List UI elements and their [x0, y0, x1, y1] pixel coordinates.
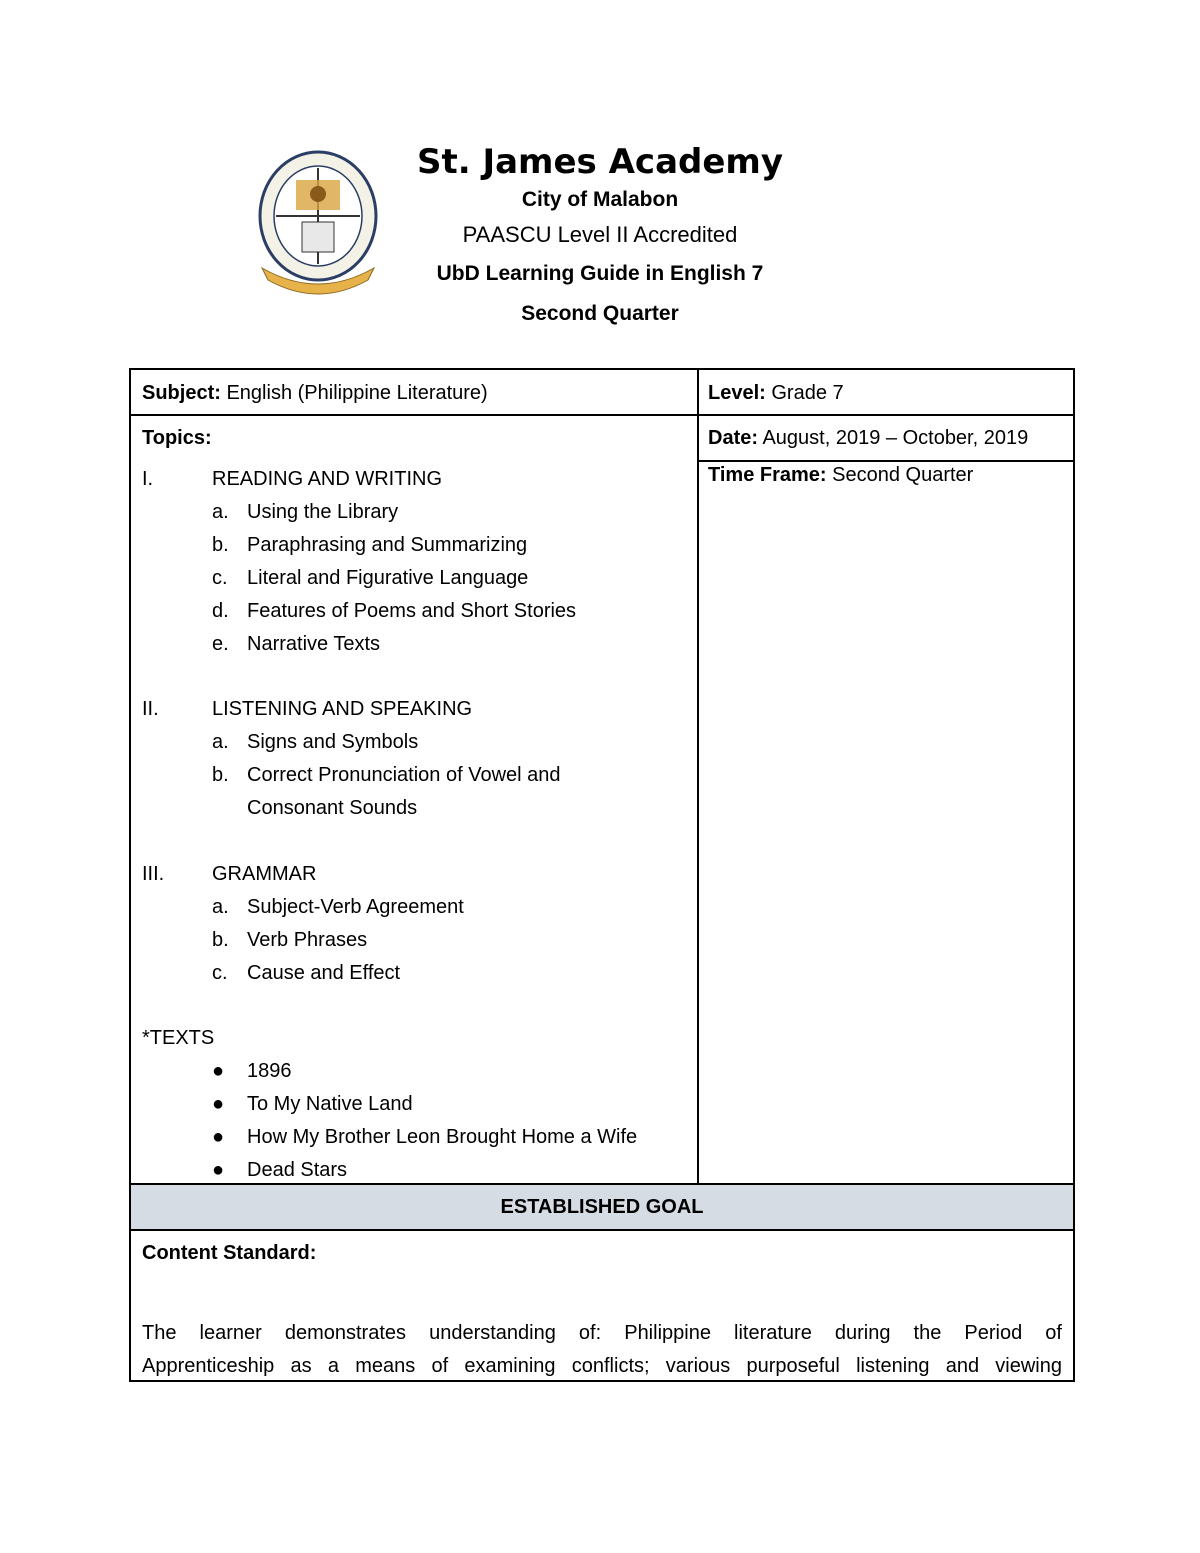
texts-label: *TEXTS — [142, 1027, 215, 1049]
level-cell — [708, 382, 844, 405]
topic-number: II. — [142, 698, 159, 720]
accreditation: PAASCU Level II Accredited — [462, 222, 738, 247]
list-marker: e. — [212, 633, 229, 655]
list-marker: b. — [212, 929, 229, 951]
school-city: City of Malabon — [521, 188, 679, 211]
subject-cell — [142, 382, 488, 405]
list-item-text: Subject-Verb Agreement — [247, 896, 464, 918]
list-item-text: Consonant Sounds — [247, 797, 418, 819]
list-item-text: Verb Phrases — [247, 929, 368, 951]
level-value: Grade 7 — [771, 382, 844, 404]
bullet-icon: ● — [212, 1060, 225, 1082]
timeframe-value: Second Quarter — [832, 464, 974, 486]
list-item — [212, 1126, 637, 1149]
list-marker: a. — [212, 896, 229, 918]
list-item-text: Features of Poems and Short Stories — [247, 600, 577, 622]
list-item-text: Narrative Texts — [247, 633, 381, 655]
topic-title: LISTENING AND SPEAKING — [212, 698, 473, 720]
list-item — [212, 731, 418, 754]
row-divider — [131, 414, 1073, 416]
list-item — [212, 1093, 413, 1116]
list-marker: a. — [212, 731, 229, 753]
list-item — [212, 797, 417, 820]
level-label: Level: — [708, 382, 766, 404]
established-goal-header: ESTABLISHED GOAL — [131, 1185, 1073, 1229]
list-marker: a. — [212, 501, 229, 523]
list-item-text: Using the Library — [247, 501, 399, 523]
list-item — [212, 962, 400, 985]
list-item — [212, 764, 561, 787]
list-marker: c. — [212, 962, 228, 984]
list-item-text: Correct Pronunciation of Vowel and — [247, 764, 561, 786]
list-item — [212, 633, 380, 656]
list-item-text: Literal and Figurative Language — [247, 567, 529, 589]
list-item — [212, 929, 367, 952]
list-item — [212, 567, 528, 590]
date-cell — [708, 427, 1028, 450]
list-item — [212, 501, 398, 524]
subject-label: Subject: — [142, 382, 221, 404]
content-standard-label: Content Standard: — [142, 1242, 317, 1264]
list-item-text: 1896 — [247, 1060, 292, 1082]
list-item — [212, 1060, 292, 1083]
learning-guide-table — [129, 368, 1075, 1382]
guide-title: UbD Learning Guide in English 7 — [436, 262, 764, 285]
topics-label: Topics: — [142, 427, 212, 449]
list-marker: d. — [212, 600, 229, 622]
timeframe-cell — [708, 464, 973, 487]
list-item-text: How My Brother Leon Brought Home a Wife — [247, 1126, 638, 1148]
list-item — [212, 896, 464, 919]
row-divider — [131, 1229, 1073, 1231]
bullet-icon: ● — [212, 1159, 225, 1181]
document-header — [0, 0, 1200, 340]
bullet-icon: ● — [212, 1093, 225, 1115]
list-item-text: Paraphrasing and Summarizing — [247, 534, 528, 556]
list-item — [212, 534, 527, 557]
list-item-text: Signs and Symbols — [247, 731, 419, 753]
school-name: St. James Academy — [416, 142, 784, 182]
content-standard-line: The learner demonstrates understanding of: Philippine literature during the Period of — [142, 1322, 1062, 1344]
list-item-text: To My Native Land — [247, 1093, 413, 1115]
list-item-text: Cause and Effect — [247, 962, 401, 984]
topic-title: GRAMMAR — [212, 863, 317, 885]
subject-value: English (Philippine Literature) — [226, 382, 488, 404]
list-marker: c. — [212, 567, 228, 589]
list-marker: b. — [212, 764, 229, 786]
list-item — [212, 600, 576, 623]
column-divider — [697, 370, 699, 1185]
quarter-title: Second Quarter — [521, 302, 679, 325]
date-value: August, 2019 – October, 2019 — [762, 427, 1029, 449]
content-standard-text — [142, 1317, 1062, 1382]
topic-number: I. — [142, 468, 154, 490]
content-standard-line: Apprenticeship as a means of examining conflicts; various purposeful listening and viewing — [142, 1355, 1062, 1377]
topic-title: READING AND WRITING — [212, 468, 443, 490]
bullet-icon: ● — [212, 1126, 225, 1148]
topic-number: III. — [142, 863, 165, 885]
list-marker: b. — [212, 534, 229, 556]
timeframe-label: Time Frame: — [708, 464, 827, 486]
row-divider — [697, 460, 1073, 462]
date-label: Date: — [708, 427, 759, 449]
list-item-text: Dead Stars — [247, 1159, 348, 1181]
list-item — [212, 1159, 347, 1182]
